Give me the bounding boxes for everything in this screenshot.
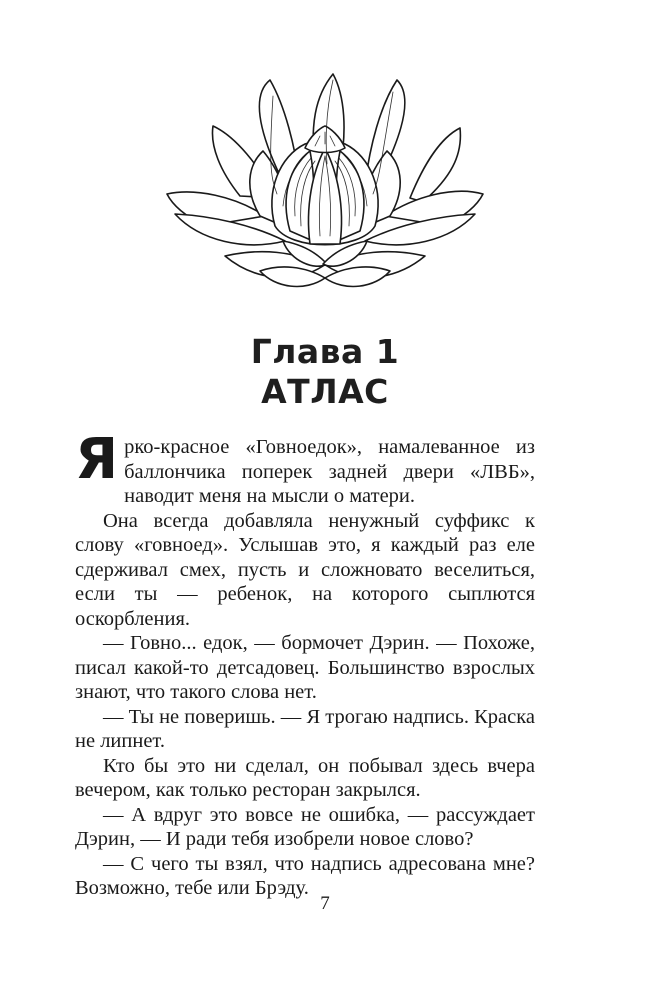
page-number: 7 [320,893,330,914]
paragraph: — А вдруг это вовсе не ошибка, — рассуждает Дэрин, — И ради тебя изобрели новое слово? [75,803,535,850]
drop-cap: Я [75,427,119,492]
paragraph: — Говно... едок, — бормочет Дэрин. — Похоже, писал какой-то детсадовец. Большинство взрослых знают, что такого слова нет. [75,632,535,703]
paragraph [75,427,535,509]
paragraph: Кто бы это ни сделал, он побывал здесь вчера вечером, как только ресторан закрылся. [75,754,535,801]
paragraph: — Ты не поверишь. — Я трогаю надпись. Краска не липнет. [75,705,535,752]
chapter-text [75,427,535,901]
paragraph: Она всегда добавляла ненужный суффикс к слову «говноед». Услышав это, я каждый раз еле сдерживал смех, пусть и сложновато веселиться, если ты — ребенок, на которого сыплются оскорбления. [75,509,535,630]
chapter-title: АТЛАС [261,372,389,411]
paragraph-text: рко-красное «Говноедок», намалеванное из баллончика поперек задней двери «ЛВБ», наводит меня на мысли о матери. [124,436,535,507]
chapter-number: Глава 1 [250,332,400,371]
paragraph: — С чего ты взял, что надпись адресована мне? Возможно, тебе или Брэду. [75,852,535,899]
lotus-flower-icon [165,66,485,296]
